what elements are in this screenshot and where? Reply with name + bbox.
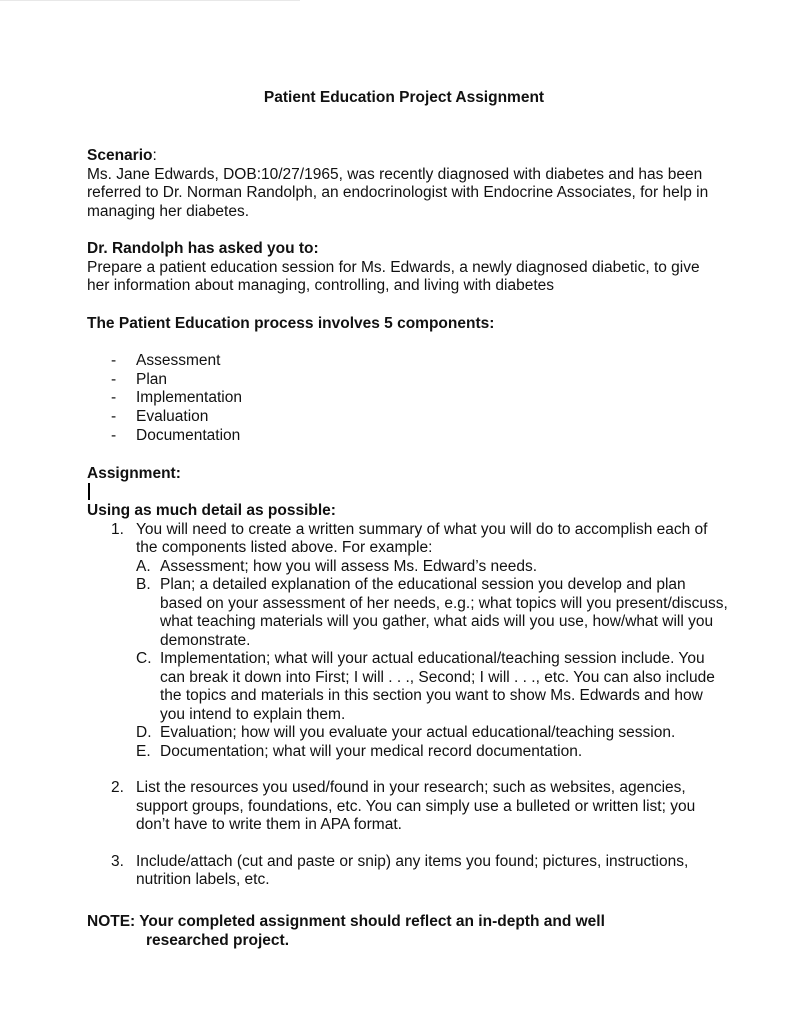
sub-item-text: Evaluation; how will you evaluate your actual educational/teaching session.	[160, 724, 676, 741]
sub-item-text: Implementation; what will your actual educational/teaching session include. You can break it down into First; I will . . ., Second; I will . . ., etc. You can also include the topics and materials in this section you want to show Ms. Edwards and how you intend to explain them.	[160, 650, 715, 723]
page-title: Patient Education Project Assignment	[263, 89, 545, 106]
request-text: Prepare a patient education session for Ms. Edwards, a newly diagnosed diabetic, to give her information about managing, controlling, and living with diabetes	[87, 258, 700, 294]
note-section	[87, 913, 727, 950]
item-text: You will need to create a written summary of what you will do to accomplish each of the components listed above. For example:	[136, 520, 708, 556]
numbered-item-1	[87, 521, 726, 558]
dash-marker: -	[111, 426, 117, 444]
sub-item-text: Plan; a detailed explanation of the educational session you develop and plan based on your assessment of her needs, e.g.; what topics will you present/discuss, what teaching materials will you gather, what aids will you use, how/what will you demonstrate.	[160, 576, 728, 649]
scenario-section	[87, 147, 727, 221]
note-line-1: NOTE: Your completed assignment should reflect an in-depth and well	[87, 913, 605, 930]
process-heading: The Patient Education process involves 5 components:	[87, 315, 495, 332]
process-section	[87, 315, 727, 334]
sub-item-letter: A.	[136, 557, 151, 575]
process-list-wrapper	[87, 352, 727, 445]
numbered-item-3	[87, 853, 731, 890]
item-number: 3.	[111, 852, 124, 870]
dash-marker: -	[111, 408, 117, 426]
sub-item-letter: C.	[136, 650, 152, 667]
sub-item-text: Documentation; what will your medical record documentation.	[160, 742, 583, 760]
detail-heading: Using as much detail as possible:	[87, 502, 336, 519]
list-item: - Implementation	[111, 389, 242, 407]
dash-marker: -	[111, 370, 117, 388]
request-heading: Dr. Randolph has asked you to:	[87, 240, 319, 257]
note-line-2: researched project.	[146, 931, 290, 949]
dash-marker: -	[111, 352, 117, 369]
list-item: - Documentation	[111, 426, 241, 444]
text-cursor[interactable]	[88, 483, 90, 500]
item-number: 2.	[111, 779, 124, 796]
sub-item-d	[87, 724, 728, 743]
assignment-section	[87, 465, 727, 484]
sub-item-c	[87, 650, 728, 724]
list-item: - Evaluation	[111, 408, 209, 426]
list-item: - Assessment	[111, 352, 221, 369]
request-section	[87, 240, 727, 296]
sub-item-text: Assessment; how you will assess Ms. Edward’s needs.	[160, 557, 538, 575]
scenario-heading-line	[87, 147, 727, 166]
detail-section	[87, 502, 737, 890]
item-number: 1.	[111, 520, 124, 538]
component-list	[87, 352, 727, 445]
item-text: List the resources you used/found in your research; such as websites, agencies, support groups, foundations, etc. You can simply use a bulleted or written list; you don’t have to write them in APA format.	[136, 779, 696, 833]
sub-item-e	[87, 743, 728, 762]
numbered-item-2	[87, 779, 726, 835]
sub-item-a	[87, 558, 728, 577]
assignment-heading: Assignment:	[87, 465, 181, 482]
top-edge-divider	[0, 0, 300, 1]
item-text: Include/attach (cut and paste or snip) any items you found; pictures, instructions, nutrition labels, etc.	[136, 852, 689, 888]
list-item: - Plan	[111, 370, 168, 388]
sub-item-letter: E.	[136, 742, 151, 760]
sub-item-b	[87, 576, 728, 650]
scenario-heading-colon: :	[152, 147, 157, 164]
sub-item-letter: D.	[136, 724, 152, 741]
scenario-heading: Scenario	[87, 147, 153, 164]
dash-marker: -	[111, 389, 117, 407]
scenario-text: Ms. Jane Edwards, DOB:10/27/1965, was recently diagnosed with diabetes and has been referred to Dr. Norman Randolph, an endocrinologist with Endocrine Associates, for help in managing her diabetes.	[87, 165, 709, 220]
sub-item-letter: B.	[136, 576, 151, 593]
